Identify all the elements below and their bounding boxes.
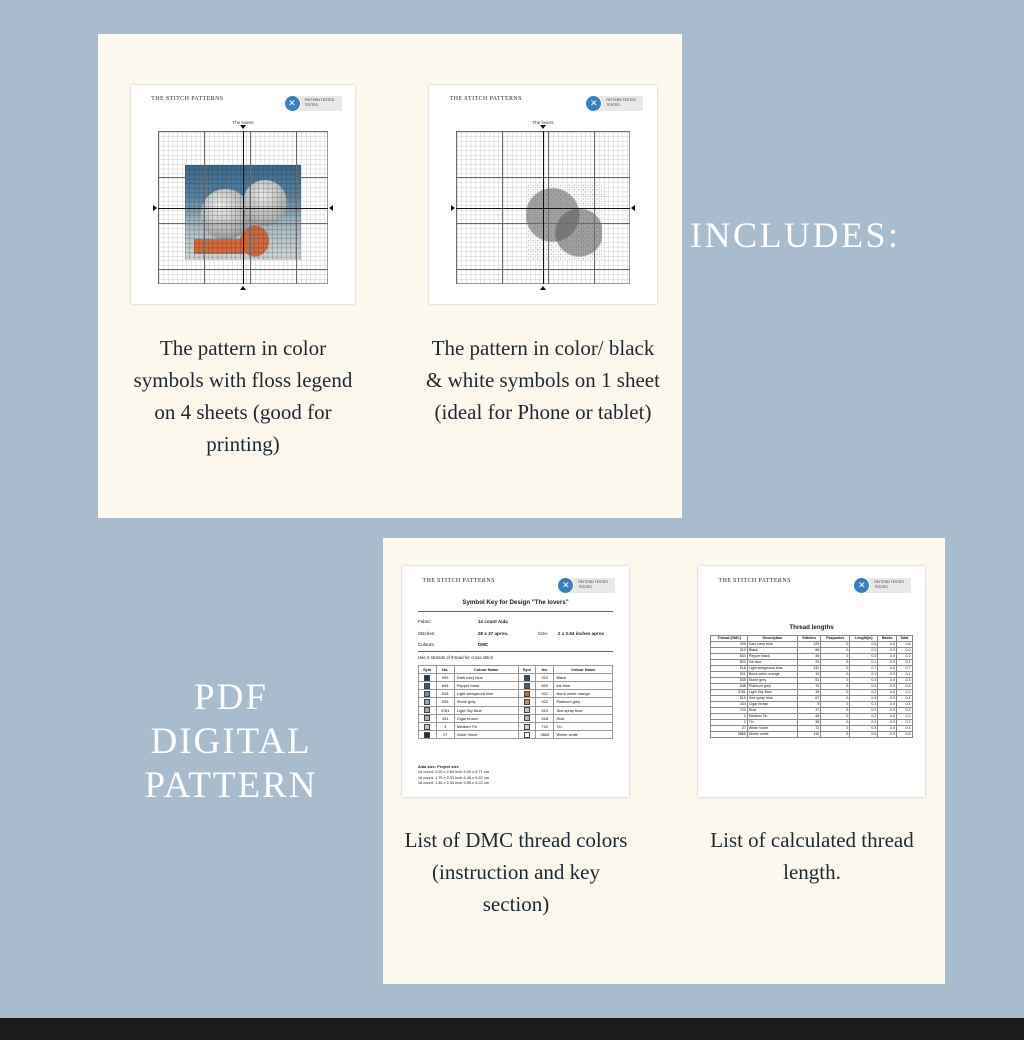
chart-design-label: The lovers <box>532 120 554 126</box>
chart-marker-left-icon <box>451 205 455 211</box>
thread-value-cell: 0.0 <box>878 654 897 660</box>
thread-value-cell: 0.4 <box>850 726 878 732</box>
chart-marker-right-icon <box>631 205 635 211</box>
symbol-swatch <box>418 673 436 681</box>
thread-value-cell: 37 <box>798 708 821 714</box>
color-swatch <box>524 675 530 681</box>
chart-marker-bottom-icon <box>540 286 546 290</box>
thread-value-cell: 0 <box>821 660 850 666</box>
meta-fabric: Fabric: 14 count Aida <box>417 619 508 625</box>
thread-lengths-title: Thread lengths <box>789 623 834 631</box>
table-row <box>418 698 612 706</box>
thread-description-cell: Ink blue <box>747 660 797 666</box>
thread-value-cell: 0.4 <box>896 696 912 702</box>
color-swatch <box>424 707 430 713</box>
thread-value-cell: 0.2 <box>850 654 878 660</box>
thread-value-cell: 2 <box>711 720 747 726</box>
symbol-swatch <box>418 714 436 722</box>
thread-value-cell: 0.0 <box>878 726 897 732</box>
caption-dmc-list: List of DMC thread colors (instruction and key section) <box>404 828 628 916</box>
thread-value-cell: 0.2 <box>896 654 912 660</box>
thread-value-cell: 0.0 <box>878 720 897 726</box>
thread-value-cell: 0.0 <box>878 660 897 666</box>
col-no-2: No. <box>536 666 554 674</box>
thread-description-cell: Platinum grey <box>747 684 797 690</box>
pattern-sheet-color-symbols <box>131 85 355 304</box>
col-colour-name-2: Colour Name <box>554 666 613 674</box>
thread-value-cell: 0.0 <box>878 702 897 708</box>
thread-value-cell: 0 <box>821 672 850 678</box>
dmc-number-cell: 535 <box>436 698 454 706</box>
thread-description-cell: Stone grey <box>747 678 797 684</box>
meta-colours: Colours: DMC <box>417 642 489 648</box>
thread-description-cell: Rust <box>747 708 797 714</box>
thread-description-cell: Medium Tin <box>747 714 797 720</box>
table-row <box>418 690 612 698</box>
symbol-swatch <box>418 723 436 731</box>
colour-name-cell: Stone grey <box>454 698 518 706</box>
dmc-number-cell: 518 <box>436 690 454 698</box>
thread-value-cell: 3 <box>711 714 747 720</box>
thread-description-cell: Pepper black <box>747 654 797 660</box>
thread-value-cell: 0 <box>821 654 850 660</box>
color-swatch <box>524 691 530 697</box>
chart-marker-top-icon <box>240 125 246 129</box>
thread-value-cell: 519 <box>711 696 747 702</box>
thread-value-cell: 0.0 <box>878 696 897 702</box>
x-circle-icon: ✕ <box>853 577 870 594</box>
thread-value-cell: 0.7 <box>896 666 912 672</box>
includes-heading: INCLUDES: <box>690 215 901 255</box>
thread-length-sheet <box>698 566 925 797</box>
thread-value-cell: 0.1 <box>850 660 878 666</box>
dmc-number-cell: 803 <box>536 682 554 690</box>
color-swatch <box>524 732 530 738</box>
symbol-swatch <box>518 690 536 698</box>
dmc-number-cell: 921 <box>536 690 554 698</box>
table-row <box>418 682 612 690</box>
thread-value-cell: 646 <box>711 684 747 690</box>
color-swatch <box>424 691 430 697</box>
thread-value-cell: 0 <box>821 684 850 690</box>
thread-value-cell: 0 <box>821 696 850 702</box>
table-row <box>711 732 912 738</box>
chart-marker-top-icon <box>540 125 546 129</box>
thread-value-cell: 0 <box>821 726 850 732</box>
table-row <box>418 706 612 714</box>
thread-value-cell: 131 <box>798 666 821 672</box>
colour-name-cell: Light wedgwood blue <box>454 690 518 698</box>
chart-center-line-vertical <box>543 131 544 284</box>
meta-size-label: Size: <box>537 630 549 636</box>
dmc-number-cell: 3781 <box>436 706 454 714</box>
chart-marker-bottom-icon <box>240 286 246 290</box>
symbol-swatch <box>518 682 536 690</box>
thread-value-cell: 0.3 <box>896 678 912 684</box>
thread-value-cell: 19 <box>798 672 821 678</box>
chart-marker-right-icon <box>329 205 333 211</box>
thread-value-cell: 0.2 <box>850 648 878 654</box>
symbol-swatch <box>518 698 536 706</box>
thread-value-cell: 0.0 <box>878 672 897 678</box>
thread-value-cell: 9 <box>798 702 821 708</box>
color-swatch <box>524 724 530 730</box>
color-swatch <box>524 699 530 705</box>
col-colour-name: Colour Name <box>454 666 518 674</box>
sheet-brand-title: THE STITCH PATTERNS <box>422 577 495 584</box>
pdf-digital-pattern-heading <box>100 676 362 808</box>
thread-value-cell: 844 <box>711 654 747 660</box>
dmc-number-cell: 519 <box>536 706 554 714</box>
colour-name-cell: Ink blue <box>554 682 613 690</box>
dmc-number-cell: 3865 <box>536 731 554 739</box>
colour-name-cell: Light Sky Blue <box>454 706 518 714</box>
thread-value-cell: 0.0 <box>878 708 897 714</box>
thread-value-cell: 0 <box>821 720 850 726</box>
thread-value-cell: 0.1 <box>896 660 912 666</box>
symbol-swatch <box>518 714 536 722</box>
thread-lengths-table <box>710 635 912 738</box>
colour-name-cell: Platinum grey <box>554 698 613 706</box>
colour-name-cell: Medium Tin <box>454 723 518 731</box>
dmc-number-cell: 3 <box>436 723 454 731</box>
col-sym: Sym <box>418 666 436 674</box>
thread-value-cell: 0 <box>821 714 850 720</box>
thread-value-cell: 38 <box>798 690 821 696</box>
dmc-number-cell: 844 <box>436 682 454 690</box>
col-stitches: Stitches <box>798 636 821 642</box>
thread-value-cell: 36 <box>798 720 821 726</box>
project-size-note <box>418 764 489 786</box>
thread-value-cell: 0.1 <box>896 702 912 708</box>
thread-value-cell: 310 <box>711 648 747 654</box>
badge-text: PATTERN TESTED TESTED <box>606 97 636 107</box>
pdf-heading-line: PATTERN <box>144 765 318 806</box>
bottom-bar <box>0 1018 1024 1040</box>
tested-badge <box>563 578 615 593</box>
meta-size-value: 2 x 2.64 inches aprox <box>557 630 605 636</box>
thread-description-cell: Tin <box>747 720 797 726</box>
thread-lengths-body <box>711 642 912 738</box>
thread-value-cell: 0.6 <box>896 732 912 738</box>
thread-value-cell: 0 <box>821 708 850 714</box>
x-circle-icon: ✕ <box>585 95 602 112</box>
divider <box>418 651 613 652</box>
badge-text: PATTERN TESTED TESTED <box>874 579 904 589</box>
thread-value-cell: 29 <box>798 660 821 666</box>
thread-description-cell: White Violet <box>747 726 797 732</box>
thread-value-cell: 0.6 <box>850 642 878 648</box>
dmc-number-cell: 434 <box>436 714 454 722</box>
thread-value-cell: 518 <box>711 666 747 672</box>
thread-value-cell: 939 <box>711 642 747 648</box>
symbol-swatch <box>418 690 436 698</box>
thread-value-cell: 0.0 <box>878 690 897 696</box>
thread-value-cell: 72 <box>798 726 821 732</box>
col-total: Total <box>896 636 912 642</box>
colour-name-cell: Burnt ochre orange <box>554 690 613 698</box>
thread-value-cell: 0.2 <box>850 690 878 696</box>
color-swatch <box>424 724 430 730</box>
colour-name-cell: Winter white <box>554 731 613 739</box>
thread-value-cell: 0.2 <box>896 708 912 714</box>
thread-description-cell: Light Sky Blue <box>747 690 797 696</box>
thread-value-cell: 803 <box>711 660 747 666</box>
thread-value-cell: 535 <box>711 678 747 684</box>
color-swatch <box>424 683 430 689</box>
color-swatch <box>524 715 530 721</box>
project-size-title: Aida size: Project size <box>417 763 459 769</box>
thread-value-cell: 0.2 <box>896 690 912 696</box>
color-swatch <box>524 683 530 689</box>
thread-description-cell: Light wedgwood blue <box>747 666 797 672</box>
thread-description-cell: Dark navy blue <box>747 642 797 648</box>
symbol-swatch <box>418 682 436 690</box>
thread-value-cell: 0.4 <box>896 726 912 732</box>
thread-value-cell: 0.2 <box>850 720 878 726</box>
divider <box>418 611 613 612</box>
sheet-brand-title: THE STITCH PATTERNS <box>718 577 791 584</box>
thread-value-cell: 921 <box>711 672 747 678</box>
thread-value-cell: 0.3 <box>850 678 878 684</box>
thread-value-cell: 0.0 <box>878 714 897 720</box>
thread-value-cell: 27 <box>711 726 747 732</box>
dmc-number-cell: 922 <box>536 698 554 706</box>
thread-value-cell: 0 <box>821 648 850 654</box>
col-length: Length(m) <box>850 636 878 642</box>
table-row <box>418 673 612 681</box>
thread-value-cell: 0 <box>821 690 850 696</box>
thread-value-cell: 3781 <box>711 690 747 696</box>
table-header-row <box>418 666 612 674</box>
colour-name-cell: Black <box>554 673 613 681</box>
thread-value-cell: 0.4 <box>896 684 912 690</box>
symbol-swatch <box>418 731 436 739</box>
colour-name-cell: Tin <box>554 723 613 731</box>
symbol-key-body <box>418 673 612 739</box>
colour-name-cell: Pepper black <box>454 682 518 690</box>
color-swatch <box>524 707 530 713</box>
badge-text: PATTERN TESTED TESTED <box>578 579 608 589</box>
chart-center-line-vertical <box>243 131 244 284</box>
thread-value-cell: 3865 <box>711 732 747 738</box>
symbol-key-title: Symbol Key for Design "The lovers" <box>462 599 569 607</box>
thread-value-cell: 0 <box>821 666 850 672</box>
thread-value-cell: 434 <box>711 702 747 708</box>
thread-value-cell: 0 <box>821 732 850 738</box>
color-swatch <box>424 699 430 705</box>
colour-name-cell: Cigar brown <box>454 714 518 722</box>
chart-marker-left-icon <box>153 205 157 211</box>
dmc-number-cell: 939 <box>436 673 454 681</box>
thread-value-cell: 0.4 <box>850 696 878 702</box>
stitch-instruction: Use 2 strands of thread for cross stitch <box>417 654 494 660</box>
symbol-swatch <box>518 706 536 714</box>
caption-thread-length: List of calculated thread length. <box>710 828 914 884</box>
dmc-number-cell: 310 <box>536 673 554 681</box>
colour-name-cell: Rust <box>554 714 613 722</box>
thread-description-cell: Sea spray blue <box>747 696 797 702</box>
sheet-brand-title: THE STITCH PATTERNS <box>449 95 522 102</box>
table-row <box>418 731 612 739</box>
table-row <box>418 714 612 722</box>
thread-value-cell: 0.1 <box>850 702 878 708</box>
sheet-brand-title: THE STITCH PATTERNS <box>151 95 224 102</box>
color-swatch <box>424 732 430 738</box>
thread-value-cell: 0.0 <box>878 678 897 684</box>
thread-value-cell: 0.2 <box>896 648 912 654</box>
thread-value-cell: 46 <box>798 654 821 660</box>
caption-color-symbols: The pattern in color symbols with floss legend on 4 sheets (good for printing) <box>133 336 353 456</box>
thread-value-cell: 0.0 <box>878 648 897 654</box>
symbol-swatch <box>518 731 536 739</box>
project-size-line: 16 count: 1.75 x 2.31 inch 4.45 x 5.87 cm <box>417 774 490 780</box>
col-no: No. <box>436 666 454 674</box>
thread-value-cell: 125 <box>798 642 821 648</box>
thread-value-cell: 0.4 <box>850 684 878 690</box>
tested-badge <box>591 96 643 111</box>
thread-value-cell: 51 <box>798 678 821 684</box>
thread-value-cell: 0.2 <box>896 720 912 726</box>
x-circle-icon: ✕ <box>284 95 301 112</box>
thread-description-cell: Burnt ochre orange <box>747 672 797 678</box>
thread-value-cell: 0.0 <box>878 666 897 672</box>
symbol-key-sheet <box>402 566 629 797</box>
pdf-heading-line: PDF <box>194 677 268 718</box>
thread-value-cell: 66 <box>798 648 821 654</box>
thread-value-cell: 720 <box>711 708 747 714</box>
chart-grid-area <box>456 131 629 284</box>
thread-value-cell: 67 <box>798 696 821 702</box>
thread-value-cell: 48 <box>798 714 821 720</box>
color-swatch <box>424 715 430 721</box>
thread-value-cell: 76 <box>798 684 821 690</box>
colour-name-cell: Violet Violet <box>454 731 518 739</box>
chart-design-label: The lovers <box>232 120 254 126</box>
thread-description-cell: Black <box>747 648 797 654</box>
x-circle-icon: ✕ <box>557 577 574 594</box>
thread-value-cell: 0 <box>821 702 850 708</box>
project-size-line: 14 count: 2.00 x 2.64 inch 5.90 x 6.71 cm <box>417 769 490 775</box>
col-paspuntes: Paspuntes <box>821 636 850 642</box>
tested-badge <box>859 578 911 593</box>
thread-value-cell: 0.2 <box>850 708 878 714</box>
tested-badge <box>290 96 342 111</box>
symbol-swatch <box>518 673 536 681</box>
thread-value-cell: 0.6 <box>850 732 878 738</box>
dmc-number-cell: 518 <box>536 714 554 722</box>
dmc-number-cell: 720 <box>536 723 554 731</box>
col-thread: Thread (DMC) <box>711 636 747 642</box>
thread-value-cell: 0.2 <box>850 714 878 720</box>
thread-value-cell: 0.0 <box>878 732 897 738</box>
pattern-sheet-bw-symbols <box>429 85 657 304</box>
symbol-swatch <box>518 723 536 731</box>
symbol-key-table <box>418 665 613 739</box>
colour-name-cell: Sea spray blue <box>554 706 613 714</box>
thread-description-cell: Winter white <box>747 732 797 738</box>
table-row <box>418 723 612 731</box>
thread-value-cell: 0 <box>821 642 850 648</box>
badge-text: PATTERN TESTED TESTED <box>304 97 335 107</box>
thread-value-cell: 0.1 <box>850 672 878 678</box>
col-sym-2: Sym <box>518 666 536 674</box>
thread-value-cell: 0.6 <box>896 642 912 648</box>
project-size-line: 18 count: 1.56 x 2.05 inch 3.95 x 5.22 cm <box>417 780 490 786</box>
pdf-heading-line: DIGITAL <box>150 721 312 762</box>
color-swatch <box>424 675 430 681</box>
col-description: Description <box>747 636 797 642</box>
symbol-swatch <box>418 706 436 714</box>
thread-value-cell: 0.7 <box>850 666 878 672</box>
thread-description-cell: Cigar brown <box>747 702 797 708</box>
thread-value-cell: 0.2 <box>896 714 912 720</box>
col-backs: Backs <box>878 636 897 642</box>
chart-grid-area <box>158 131 328 284</box>
colour-name-cell: Dark navy blue <box>454 673 518 681</box>
thread-value-cell: 0.0 <box>878 642 897 648</box>
symbol-swatch <box>418 698 436 706</box>
caption-bw-symbols: The pattern in color/ black & white symbols on 1 sheet (ideal for Phone or tablet) <box>426 336 660 424</box>
thread-value-cell: 110 <box>798 732 821 738</box>
thread-value-cell: 0 <box>821 678 850 684</box>
thread-value-cell: 0.0 <box>878 684 897 690</box>
meta-stitches: Stitches: 28 x 37 aprox. Size: 2 x 2.64 inches aprox <box>417 630 605 636</box>
dmc-number-cell: 27 <box>436 731 454 739</box>
thread-value-cell: 0.1 <box>896 672 912 678</box>
